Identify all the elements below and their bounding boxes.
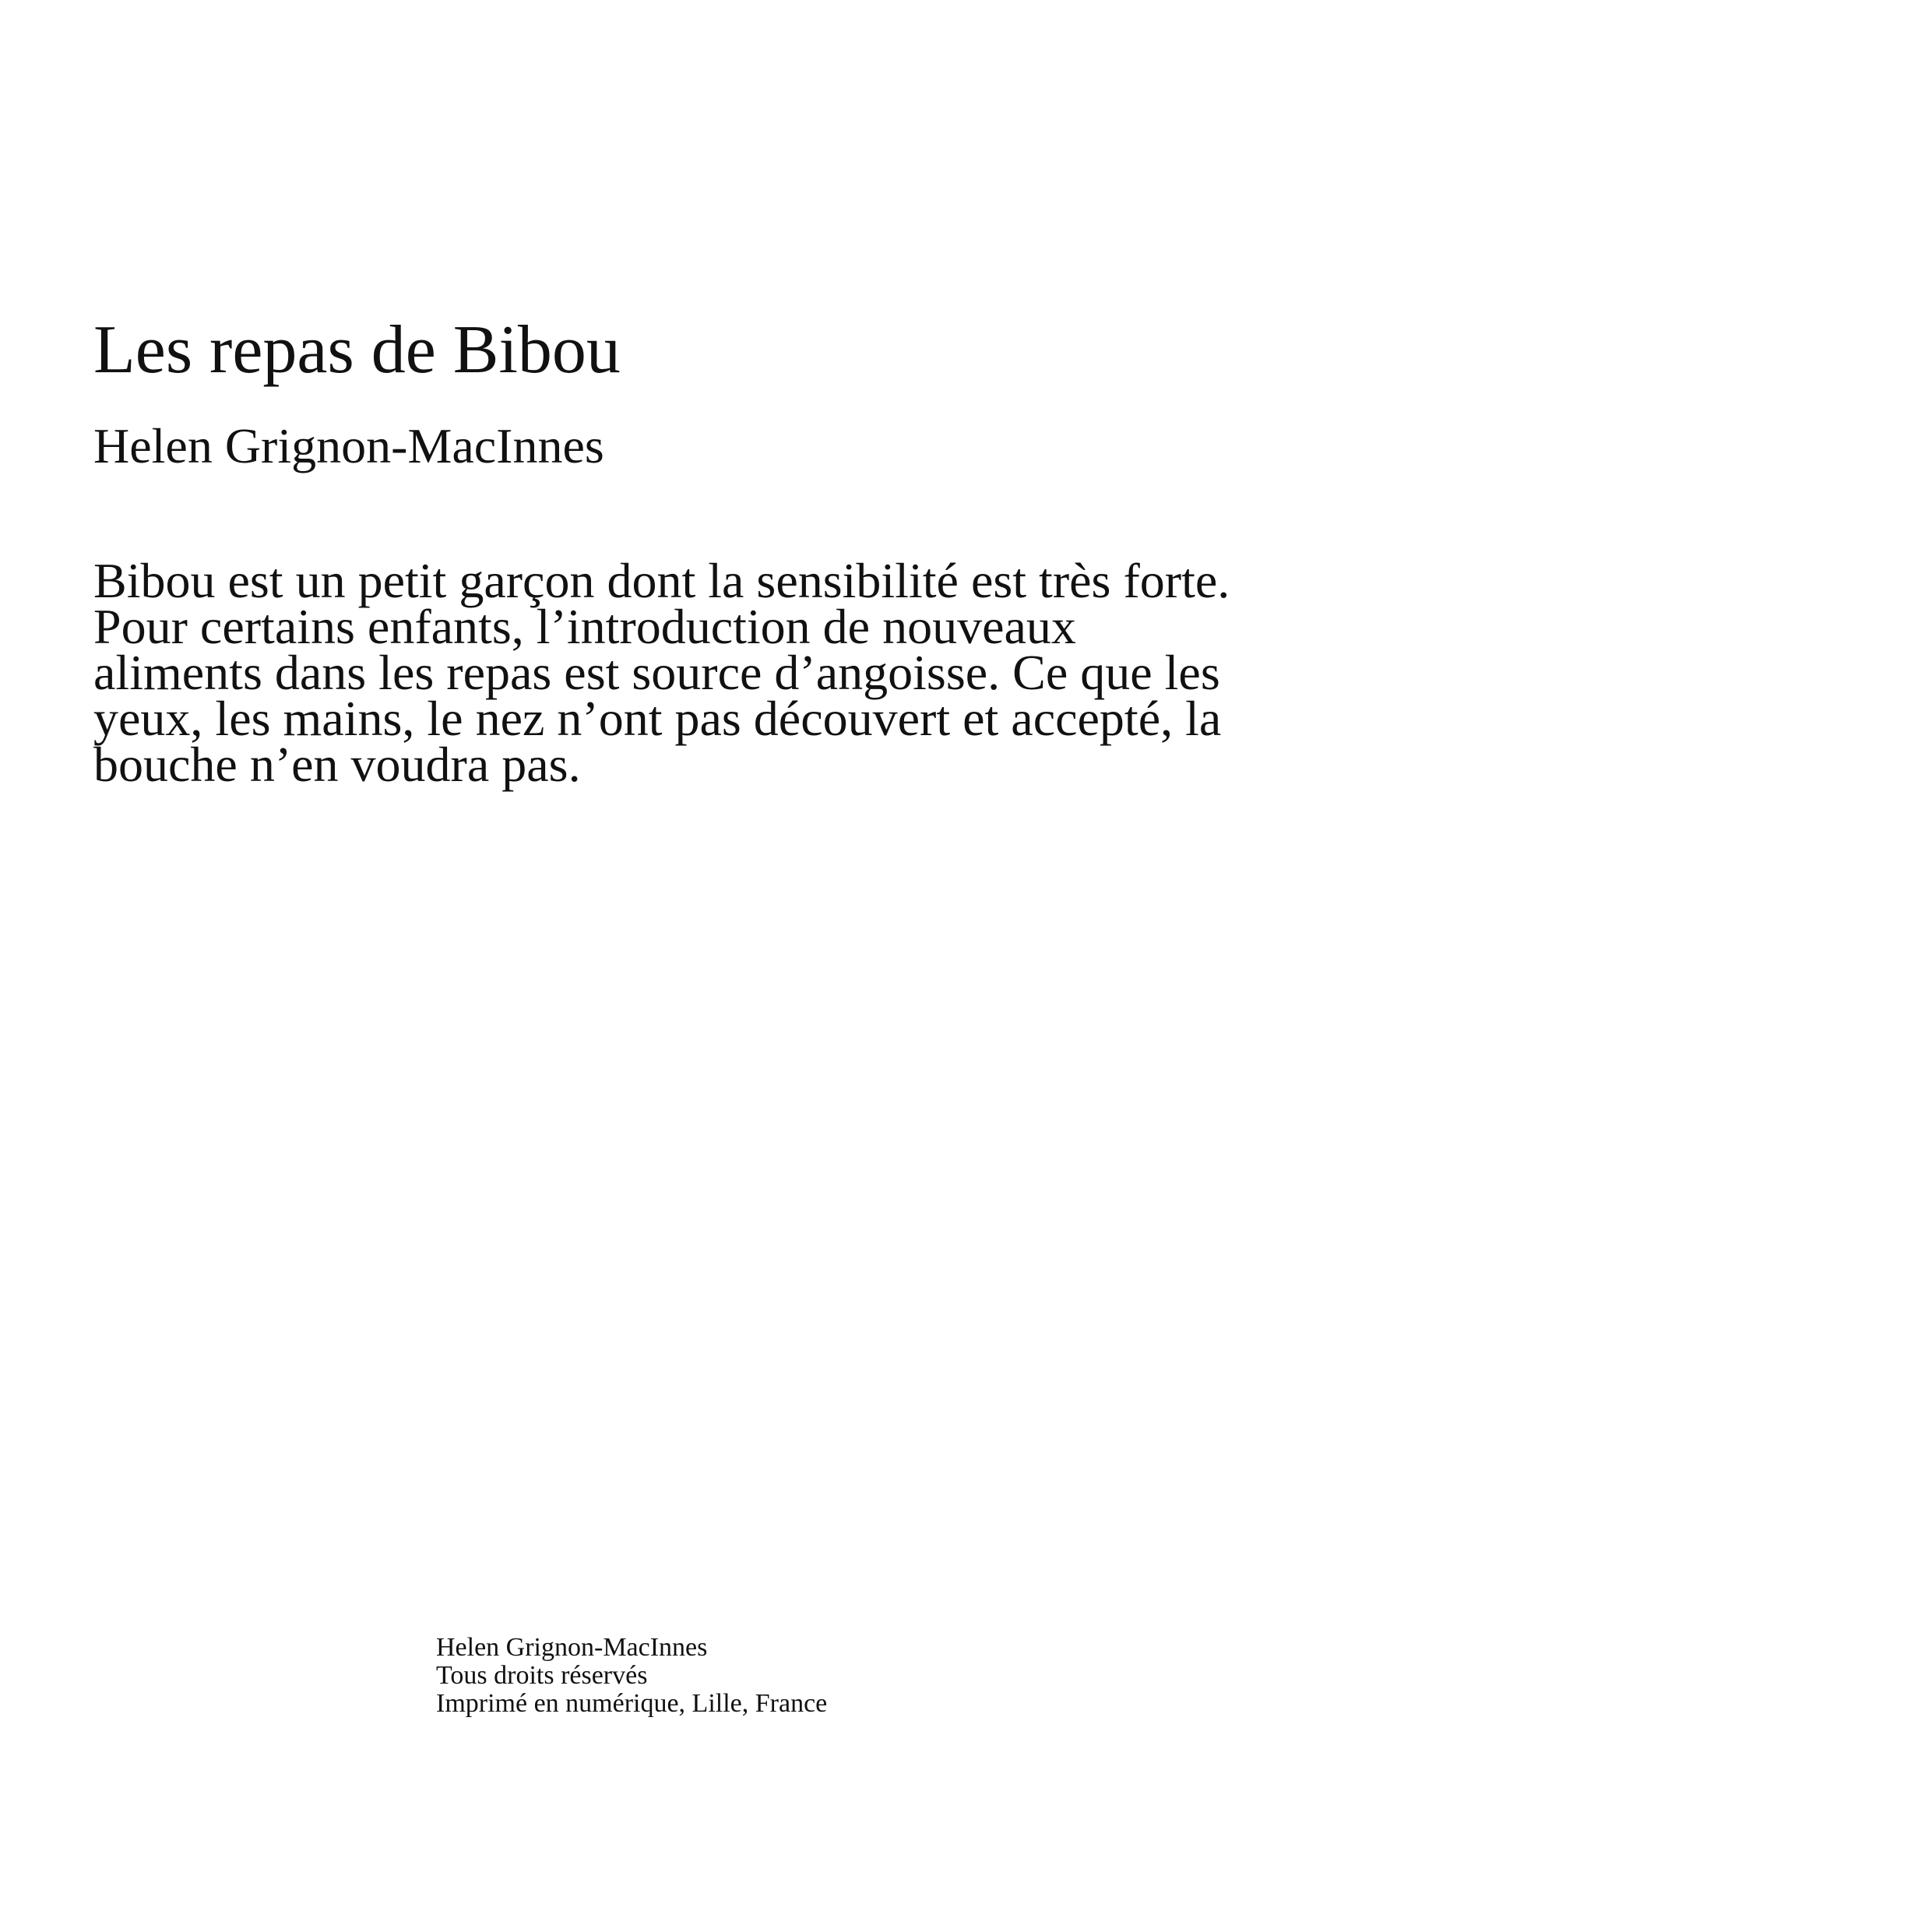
book-title: Les repas de Bibou <box>93 312 621 388</box>
summary-line: bouche n’en voudra pas. <box>93 737 581 792</box>
colophon-rights: Tous droits réservés <box>436 1661 648 1690</box>
book-author: Helen Grignon-MacInnes <box>93 418 604 473</box>
colophon <box>436 1634 827 1718</box>
summary-line: Pour certains enfants, l’introduction de nouveaux <box>93 599 1076 654</box>
book-summary <box>93 553 1464 792</box>
colophon-printing: Imprimé en numérique, Lille, France <box>436 1689 828 1718</box>
summary-line: aliments dans les repas est source d’angoisse. Ce que les <box>93 645 1220 700</box>
summary-line: Bibou est un petit garçon dont la sensibilité est très forte. <box>93 553 1230 608</box>
colophon-author: Helen Grignon-MacInnes <box>436 1633 708 1662</box>
summary-line: yeux, les mains, le nez n’ont pas découvert et accepté, la <box>93 691 1222 746</box>
